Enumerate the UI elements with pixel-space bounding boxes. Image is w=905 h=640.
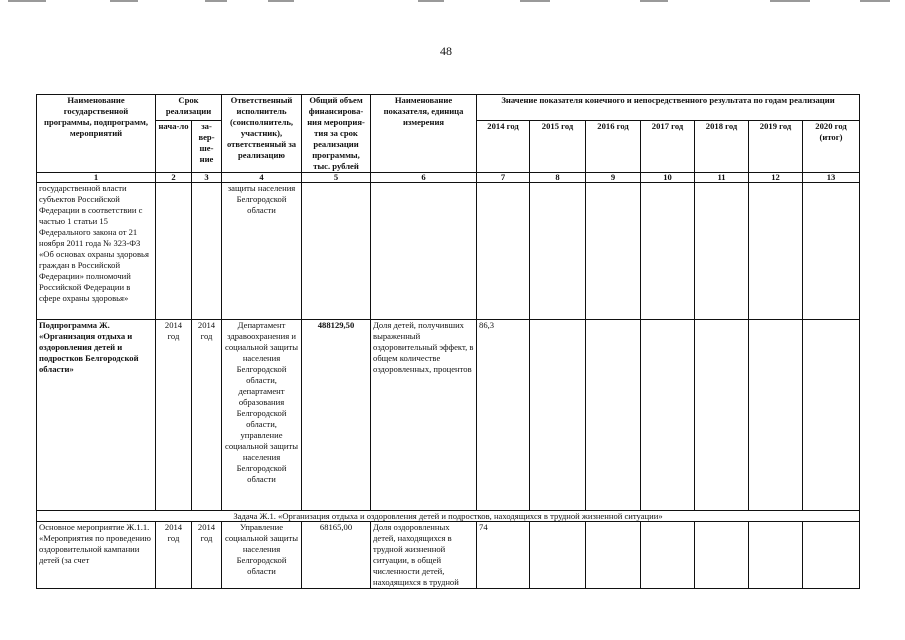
- column-number: 6: [371, 173, 477, 183]
- header-term-start: нача-ло: [156, 121, 192, 173]
- row-start: [156, 183, 192, 320]
- page-number: 48: [440, 44, 452, 58]
- header-year: 2020 год (итог): [803, 121, 860, 173]
- column-number: 9: [586, 173, 641, 183]
- header-name: Наименование государственной программы, подпрограмм, мероприятий: [37, 95, 156, 173]
- row-value: [477, 183, 530, 320]
- scan-edge-marks: [0, 0, 905, 4]
- row-start: 2014 год: [156, 320, 192, 511]
- row-name: Подпрограмма Ж. «Организация отдыха и оздоровления детей и подростков Белгородской области»: [37, 320, 156, 511]
- row-indicator: Доля детей, получивших выраженный оздоровительный эффект, в общем количестве оздоровленных, процентов: [371, 320, 477, 511]
- table-row: [37, 522, 860, 589]
- column-number: 1: [37, 173, 156, 183]
- row-value: [641, 522, 695, 589]
- column-number: 8: [530, 173, 586, 183]
- row-value: 86,3: [477, 320, 530, 511]
- column-number: 5: [302, 173, 371, 183]
- row-value: [803, 183, 860, 320]
- row-value: [530, 183, 586, 320]
- row-indicator: [371, 183, 477, 320]
- row-responsible: защиты населения Белгородской области: [222, 183, 302, 320]
- row-responsible: Управление социальной защиты населения Белгородской области: [222, 522, 302, 589]
- header-values-title: Значение показателя конечного и непосредственного результата по годам реализации: [477, 95, 860, 121]
- row-value: 74: [477, 522, 530, 589]
- header-year: 2019 год: [749, 121, 803, 173]
- header-year: 2018 год: [695, 121, 749, 173]
- row-value: [641, 320, 695, 511]
- task-row: [37, 511, 860, 522]
- row-volume: 488129,50: [302, 320, 371, 511]
- column-number: 11: [695, 173, 749, 183]
- row-value: [530, 522, 586, 589]
- row-volume: 68165,00: [302, 522, 371, 589]
- task-title: Задача Ж.1. «Организация отдыха и оздоровления детей и подростков, находящихся в трудной жизненной ситуации»: [37, 511, 860, 522]
- column-number: 10: [641, 173, 695, 183]
- header-year: 2016 год: [586, 121, 641, 173]
- row-value: [749, 320, 803, 511]
- row-value: [803, 522, 860, 589]
- row-value: [695, 183, 749, 320]
- row-end: [192, 183, 222, 320]
- column-number: 2: [156, 173, 192, 183]
- header-year: 2017 год: [641, 121, 695, 173]
- table-row: [37, 183, 860, 320]
- row-start: 2014 год: [156, 522, 192, 589]
- header-responsible: Ответственный исполнитель (соисполнитель, участник), ответственный за реализацию: [222, 95, 302, 173]
- table-row: [37, 320, 860, 511]
- header-term: Срок реализации: [156, 95, 222, 121]
- row-name: государственной власти субъектов Российской Федерации в соответствии с частью 1 статьи 15 Федерального закона от 21 ноября 2011 года № 323-ФЗ «Об основах охраны здоровья граждан в Российской Федерации» полномочий Российской Федерации в сфере охраны здоровья»: [37, 183, 156, 320]
- column-number-row: [37, 173, 860, 183]
- row-value: [530, 320, 586, 511]
- row-value: [586, 320, 641, 511]
- row-responsible: Департамент здравоохранения и социальной защиты населения Белгородской области, департамент образования Белгородской области, управление социальной защиты населения Белгородской области: [222, 320, 302, 511]
- header-year: 2014 год: [477, 121, 530, 173]
- header-indicator: Наименование показателя, единица измерения: [371, 95, 477, 173]
- row-volume: [302, 183, 371, 320]
- row-value: [695, 522, 749, 589]
- row-value: [641, 183, 695, 320]
- row-value: [586, 522, 641, 589]
- row-value: [749, 522, 803, 589]
- header-volume: Общий объем финансирова-ния мероприя-тия за срок реализации программы, тыс. рублей: [302, 95, 371, 173]
- header-row-1: [37, 95, 860, 121]
- row-indicator: Доля оздоровленных детей, находящихся в трудной жизненной ситуации, в общей численности детей, находящихся в трудной: [371, 522, 477, 589]
- program-table: [36, 94, 860, 589]
- row-value: [586, 183, 641, 320]
- header-year: 2015 год: [530, 121, 586, 173]
- row-end: 2014 год: [192, 522, 222, 589]
- header-term-end: за-вер-ше-ние: [192, 121, 222, 173]
- row-value: [803, 320, 860, 511]
- column-number: 7: [477, 173, 530, 183]
- row-end: 2014 год: [192, 320, 222, 511]
- row-value: [749, 183, 803, 320]
- column-number: 12: [749, 173, 803, 183]
- column-number: 3: [192, 173, 222, 183]
- row-name: Основное мероприятие Ж.1.1. «Мероприятия по проведению оздоровительной кампании детей (за счет: [37, 522, 156, 589]
- column-number: 4: [222, 173, 302, 183]
- column-number: 13: [803, 173, 860, 183]
- row-value: [695, 320, 749, 511]
